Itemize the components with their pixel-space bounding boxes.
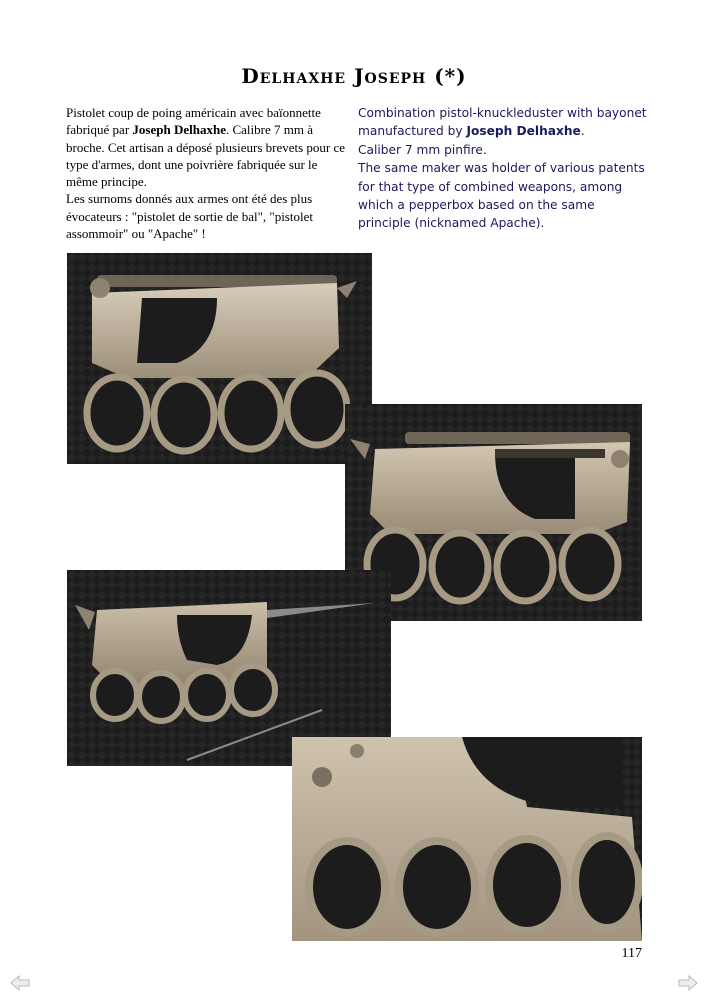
page-title: Delhaxhe Joseph (*)	[241, 64, 467, 88]
english-paragraph-1	[358, 104, 648, 141]
arrow-right-icon[interactable]	[678, 974, 698, 992]
maker-name-french: Joseph Delhaxhe	[132, 122, 226, 138]
french-text: . Calibre 7 mm à broche. Cet artisan a déposé plusieurs brevets pour ce type d'armes, dont une poivrière fabriquée sur le même principe.	[66, 122, 346, 190]
english-paragraph-3: The same maker was holder of various patents for that type of combined weapons, among which a pepperbox based on the same principle (nicknamed Apache).	[358, 161, 645, 231]
french-paragraph-1	[66, 104, 346, 190]
english-text: .	[580, 124, 585, 139]
knuckleduster-pistol-closeup-photo	[292, 737, 642, 941]
english-text-column	[358, 104, 648, 233]
french-paragraph-2: Les surnoms donnés aux armes ont été des plus évocateurs : "pistolet de sortie de bal", "pistolet assommoir" ou "Apache" !	[66, 191, 313, 242]
french-text: Pistolet coup de poing américain avec baïonnette fabriqué par	[66, 105, 321, 138]
english-text: Combination pistol-knuckleduster with bayonet manufactured by	[358, 106, 647, 139]
french-text-column	[66, 104, 346, 242]
maker-name-english: Joseph Delhaxhe	[466, 124, 581, 139]
page-number: 117	[621, 946, 642, 961]
knuckleduster-pistol-left-side-photo	[67, 253, 372, 464]
arrow-left-icon[interactable]	[10, 974, 30, 992]
english-paragraph-2: Caliber 7 mm pinfire.	[358, 142, 487, 157]
